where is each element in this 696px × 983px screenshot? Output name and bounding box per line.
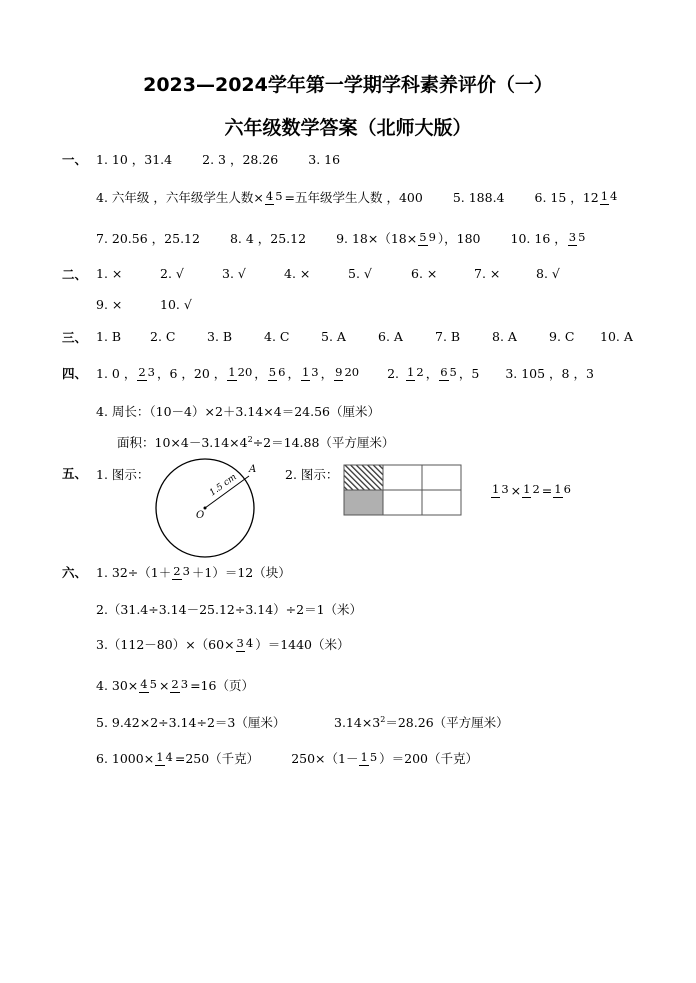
- s6-a2: 2.（31.4÷3.14－25.12÷3.14）÷2＝1（米）: [96, 602, 363, 617]
- s6-a4-fraction-2: 2 3: [171, 677, 189, 692]
- s1-row3: [96, 222, 587, 254]
- page-subtitle: 六年级数学答案（北师大版）: [224, 117, 472, 139]
- s6-a5-part2: $3.14\times 3^2=28.26$（平方厘米）: [334, 714, 509, 730]
- s3-a4: 4. C: [264, 329, 290, 344]
- s2-a6: 6. ×: [411, 266, 438, 281]
- s1-a5: 5. 188.4: [452, 189, 505, 205]
- s6-a4: 4. 30× 4 5 × 2 3 =16（页）: [96, 677, 254, 693]
- s1-a10-fraction: 3 5: [568, 230, 586, 245]
- s3-a2: 2. C: [150, 329, 176, 344]
- s6-a6-fraction-2: 1 5: [360, 750, 378, 765]
- s3-a10: 10. A: [600, 329, 633, 344]
- s6-a4-fraction-1: 4 5: [140, 677, 157, 692]
- s2-a9: 9. ×: [96, 297, 123, 312]
- s6-a1: 1. 32÷（1＋ 2 3 ＋1）＝12（块）: [96, 564, 291, 580]
- s5-a2-label: 2. 图示：: [285, 467, 339, 482]
- s2-a5: 5. √: [348, 266, 372, 281]
- circle-diagram: [154, 452, 266, 564]
- s2-a10: 10. √: [160, 297, 192, 312]
- s1-a6-fraction: 1 4: [600, 189, 618, 204]
- s4-a1-pre: 1. 0 ，: [96, 366, 137, 381]
- s1-a4-post: =五年级学生人数 ，400: [284, 190, 423, 205]
- s3-a1: 1. B: [96, 329, 122, 344]
- s6-a6: 6. 1000× 1 4 =250（千克） 250×（1－ 1 5 ）＝200（千克）: [96, 750, 478, 766]
- s1-a10-pre: 10. 16 ，: [510, 231, 567, 246]
- s3-a7: 7. B: [435, 329, 461, 344]
- s4-f3: 5 6: [268, 365, 286, 380]
- s1-a9-pre: 9. 18×（18×: [336, 231, 418, 246]
- s5-eq-times: ×: [510, 482, 522, 498]
- s3-a3: 3. B: [207, 329, 233, 344]
- s2-a4: 4. ×: [284, 266, 311, 281]
- s4-t2: ，: [254, 366, 267, 381]
- s1-row2: [96, 181, 619, 213]
- section-label-1: 一、: [62, 152, 88, 167]
- s4-row1: [96, 357, 594, 389]
- s4-a4-area: 面积：$10\times 4-3.14\times 4^2\div 2=14.88$（平方厘米）: [117, 434, 395, 450]
- s5-eq-f3: 1 6: [554, 482, 571, 497]
- page-title: 2023—2024学年第一学期学科素养评价（一）: [143, 74, 553, 96]
- s5-eq-f1: 1 3: [492, 482, 509, 497]
- s2-a3: 3. √: [222, 266, 246, 281]
- s1-a9-fraction: 5 9: [419, 230, 436, 245]
- section-label-4: 四、: [62, 366, 88, 381]
- hatched-cell: [344, 465, 383, 490]
- s1-a2: 2. 3 ，28.26: [202, 152, 279, 167]
- s4-g1: 1 2: [407, 365, 424, 380]
- s4-g-sep: ，: [425, 366, 439, 381]
- s1-a8: 8. 4 ，25.12: [229, 231, 307, 246]
- s1-a6-pre: 6. 15 ，12: [534, 190, 599, 205]
- point-o-label: O: [196, 510, 205, 521]
- s3-a6: 6. A: [378, 329, 403, 344]
- section-label-2: 二、: [62, 267, 88, 282]
- s4-t4: ，: [320, 366, 334, 381]
- s5-a1-label: 1. 图示：: [96, 467, 150, 482]
- s6-a5-part1: 5. 9.42×2÷3.14÷2＝3（厘米）: [96, 715, 286, 730]
- s1-a3: 3. 16: [308, 151, 341, 167]
- s1-a4-pre: 4. 六年级 ，六年级学生人数×: [96, 190, 264, 205]
- s1-a1: 1. 10 ，31.4: [96, 152, 173, 167]
- s1-row1: [96, 143, 340, 175]
- s4-f5: 9 20: [335, 365, 360, 380]
- s4-f4: 1 3: [301, 365, 319, 380]
- s1-a9-post: ），180: [437, 231, 481, 246]
- section-label-5: 五、: [62, 466, 88, 481]
- section-label-3: 三、: [62, 330, 88, 345]
- s2-a8: 8. √: [536, 266, 560, 281]
- s4-g-post: ，5: [458, 366, 480, 381]
- s3-a5: 5. A: [321, 329, 346, 344]
- s4-f2: 1 20: [228, 365, 253, 380]
- s1-a4-fraction: 4 5: [265, 189, 283, 204]
- s4-a4-perimeter: 4. 周长：（10－4）×2＋3.14×4＝24.56（厘米）: [96, 404, 380, 419]
- s4-t1: ，6 ，20 ，: [156, 366, 227, 381]
- s6-a6-fraction: 1 4: [156, 750, 173, 765]
- s6-a3-fraction: 3 4: [236, 636, 254, 651]
- s6-a3: 3.（112－80）×（60× 3 4 ）＝1440（米）: [96, 636, 350, 652]
- s4-f1: 2 3: [138, 365, 155, 380]
- s5-eq-equals: =: [541, 482, 553, 498]
- s4-t3: ，: [287, 366, 300, 381]
- s4-a2-pre: 2.: [387, 365, 400, 381]
- s6-a1-fraction: 2 3: [173, 564, 190, 579]
- s5-eq-f2: 1 2: [523, 482, 540, 497]
- s2-a1: 1. ×: [96, 266, 123, 281]
- section-label-6: 六、: [62, 565, 88, 580]
- radius-label: 1.5 cm: [207, 472, 239, 499]
- s5-equation: [490, 474, 573, 506]
- fraction-grid: [343, 464, 463, 516]
- s2-a2: 2. √: [160, 266, 184, 281]
- s3-a8: 8. A: [492, 329, 517, 344]
- s2-a7: 7. ×: [474, 266, 501, 281]
- gray-cell: [344, 490, 383, 515]
- s4-a3: 3. 105 ，8 ，3: [505, 366, 594, 381]
- s3-a9: 9. C: [549, 329, 575, 344]
- s1-a7: 7. 20.56 ，25.12: [96, 231, 200, 246]
- s4-g2: 6 5: [440, 365, 457, 380]
- point-a-label: A: [249, 464, 257, 475]
